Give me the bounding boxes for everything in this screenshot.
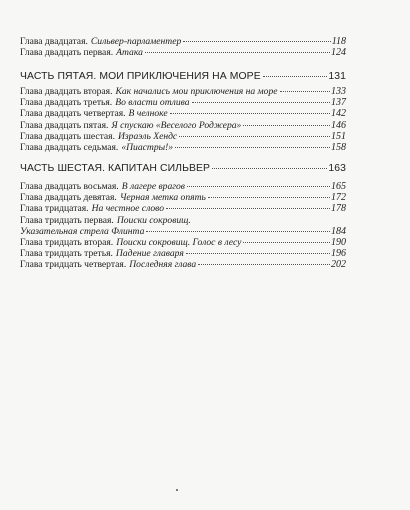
page-number: 178	[331, 203, 346, 215]
page-number: 202	[331, 259, 346, 271]
part-six-chapters	[20, 181, 346, 271]
page-number: 165	[331, 181, 346, 192]
print-speck	[176, 489, 178, 491]
page-number: 172	[331, 192, 346, 204]
toc-entry	[20, 237, 346, 248]
chapter-title: Указательная стрела Флинта	[20, 225, 145, 237]
page-number: 142	[331, 108, 346, 120]
toc-entry	[20, 36, 346, 47]
dot-leader	[212, 168, 327, 169]
page-number: 184	[331, 225, 346, 237]
dot-leader	[208, 197, 330, 198]
toc-entry	[20, 120, 346, 131]
chapter-title: Как начались мои приключения на море	[115, 86, 278, 97]
chapter-title: Сильвер-парламентер	[90, 36, 182, 47]
page-number: 146	[331, 119, 346, 131]
dot-leader	[183, 41, 330, 42]
chapter-prefix: Глава двадцать шестая.	[20, 130, 115, 142]
dot-leader	[170, 113, 330, 114]
chapter-title: В челноке	[128, 108, 168, 120]
dot-leader	[145, 52, 330, 53]
part-six-block	[20, 162, 346, 176]
page-number: 137	[331, 97, 346, 109]
chapter-prefix: Глава тридцатая.	[20, 203, 89, 215]
chapter-prefix: Глава двадцать пятая.	[20, 119, 109, 131]
part-heading	[20, 162, 346, 176]
dot-leader	[175, 147, 330, 148]
chapter-prefix: Глава двадцатая.	[20, 36, 88, 47]
chapter-title: «Пиастры!»	[121, 141, 174, 153]
dot-leader	[187, 186, 330, 187]
chapter-title: Падение главаря	[115, 248, 184, 260]
toc-entry	[20, 215, 346, 226]
chapter-prefix: Глава двадцать седьмая.	[20, 141, 119, 153]
page-number: 190	[331, 236, 346, 248]
toc-entry	[20, 131, 346, 142]
dot-leader	[166, 208, 330, 209]
toc-entry	[20, 142, 346, 153]
dot-leader	[263, 76, 328, 77]
chapter-prefix: Глава двадцать вторая.	[20, 86, 113, 97]
dot-leader	[186, 253, 330, 254]
part-five-block	[20, 70, 346, 84]
dot-leader	[198, 264, 330, 265]
dot-leader	[243, 125, 330, 126]
page-number: 196	[331, 248, 346, 260]
dot-leader	[179, 136, 330, 137]
chapter-title: Во власти отлива	[115, 97, 190, 109]
page-number: 124	[331, 47, 346, 59]
toc-entry	[20, 181, 346, 192]
page-number: 118	[331, 36, 346, 47]
page-number: 133	[331, 86, 346, 97]
toc-entry	[20, 97, 346, 108]
chapter-prefix: Глава двадцать третья.	[20, 97, 113, 109]
chapter-prefix: Глава двадцать восьмая.	[20, 181, 119, 192]
dot-leader	[243, 242, 330, 243]
page-number: 151	[331, 130, 346, 142]
chapter-prefix: Глава двадцать четвертая.	[20, 108, 126, 120]
toc-entry	[20, 259, 346, 270]
chapter-prefix: Глава тридцать четвертая.	[20, 259, 127, 271]
chapter-prefix: Глава двадцать первая.	[20, 47, 114, 59]
chapter-title: Черная метка опять	[119, 192, 206, 204]
chapter-title: На честное слово	[91, 203, 164, 215]
page-number: 163	[328, 163, 346, 174]
chapter-prefix: Глава тридцать третья.	[20, 248, 113, 260]
part-five-chapters	[20, 86, 346, 153]
toc-continuation-block	[20, 36, 346, 58]
chapter-prefix: Глава двадцать девятая.	[20, 192, 117, 204]
toc-entry	[20, 47, 346, 58]
chapter-title: Израэль Хендс	[118, 130, 178, 142]
part-heading	[20, 70, 346, 84]
chapter-title: Атака	[116, 47, 143, 59]
toc-entry	[20, 108, 346, 119]
chapter-prefix: Глава тридцать первая.	[20, 214, 114, 226]
toc-entry	[20, 203, 346, 214]
dot-leader	[192, 102, 330, 103]
toc-entry-continuation	[20, 226, 346, 237]
dot-leader	[280, 91, 330, 92]
chapter-prefix: Глава тридцать вторая.	[20, 236, 114, 248]
page-number: 131	[328, 71, 346, 82]
toc-entry	[20, 248, 346, 259]
toc-entry	[20, 192, 346, 203]
page-number: 158	[331, 141, 346, 153]
chapter-title: Последняя глава	[129, 259, 197, 271]
toc-entry	[20, 86, 346, 97]
chapter-title: Поиски сокровищ. Голос в лесу	[116, 236, 242, 248]
chapter-title: Я спускаю «Веселого Роджера»	[111, 119, 242, 131]
part-title: ЧАСТЬ ПЯТАЯ. МОИ ПРИКЛЮЧЕНИЯ НА МОРЕ	[20, 71, 261, 82]
part-title: ЧАСТЬ ШЕСТАЯ. КАПИТАН СИЛЬВЕР	[20, 163, 211, 174]
dot-leader	[146, 231, 330, 232]
chapter-title: Поиски сокровищ.	[116, 214, 191, 226]
chapter-title: В лагере врагов	[121, 181, 185, 192]
